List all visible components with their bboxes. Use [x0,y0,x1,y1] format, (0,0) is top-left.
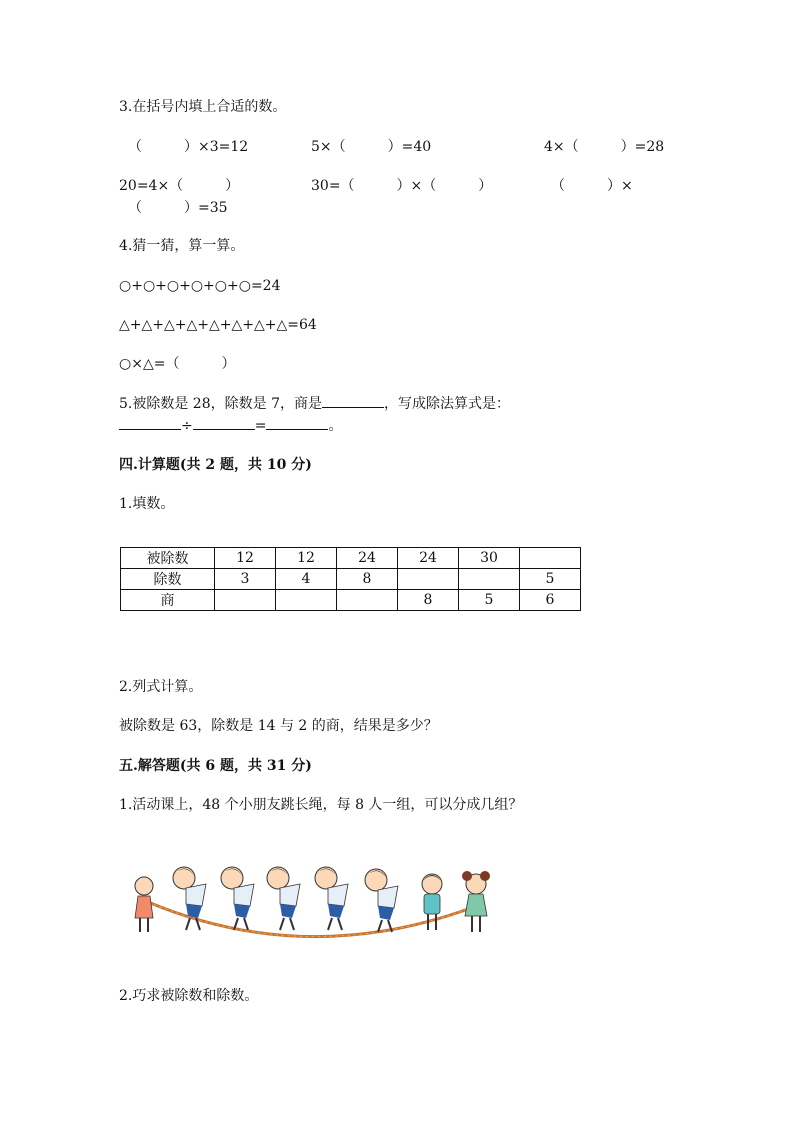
answer-blank-divisor[interactable] [193,417,255,430]
boy-5-figure [365,869,398,932]
table-cell: 24 [398,548,459,569]
q4-product-question: ○×△=（ ） [119,356,236,372]
table-row-divisor [121,569,581,590]
q3-item-4: 20=4×（ ） [119,178,240,194]
q5-text-b: ，写成除法算式是： [383,396,510,412]
girl-left-figure [135,877,153,933]
table-cell: 4 [276,569,337,590]
q3-title: 3.在括号内填上合适的数。 [119,99,287,115]
ans1-text: 1.活动课上，48 个小朋友跳长绳，每 8 人一组，可以分成几组？ [119,797,523,813]
q4-triangle-equation: △+△+△+△+△+△+△+△=64 [119,317,317,333]
q3-item-6b: （ ）=35 [128,200,228,216]
girl-right-figure [462,871,490,932]
table-row-quotient [121,590,581,611]
jump-rope-illustration [126,858,498,942]
table-cell: 8 [337,569,398,590]
table-cell-blank[interactable] [215,590,276,611]
answer-blank-result[interactable] [266,417,328,430]
q3-item-6a: （ ）× [551,178,633,194]
q4-title: 4.猜一猜，算一算。 [119,238,245,254]
boy-4-figure [315,867,348,930]
equals-sign: = [254,418,267,434]
boy-3-figure [267,867,300,930]
calc1-title: 1.填数。 [119,496,175,512]
boy-2-figure [221,867,254,930]
table-cell: 30 [459,548,520,569]
table-cell: 6 [520,590,581,611]
q5-line-1 [119,395,510,413]
table-header-cell: 商 [121,590,215,611]
table-cell: 5 [459,590,520,611]
calc2-title: 2.列式计算。 [119,679,203,695]
ans2-text: 2.巧求被除数和除数。 [119,988,259,1004]
section-5-heading: 五.解答题(共 6 题，共 31 分) [119,758,312,774]
answer-blank-dividend[interactable] [119,417,181,430]
table-cell-blank[interactable] [520,548,581,569]
answer-blank-quotient[interactable] [322,395,384,408]
q5-line-2 [119,417,342,435]
q3-item-2: 5×（ ）=40 [311,139,432,155]
table-cell-blank[interactable] [398,569,459,590]
table-cell: 5 [520,569,581,590]
q4-circle-equation: ○+○+○+○+○+○=24 [119,278,281,294]
q3-item-1: （ ）×3=12 [128,139,249,155]
division-sign: ÷ [181,418,193,434]
q5-end: 。 [328,418,343,434]
table-cell: 8 [398,590,459,611]
table-cell-blank[interactable] [459,569,520,590]
table-row-dividend [121,548,581,569]
division-table [120,547,581,611]
q5-text-a: 5.被除数是 28，除数是 7，商是 [119,396,322,412]
calc2-text: 被除数是 63，除数是 14 与 2 的商，结果是多少？ [119,718,438,734]
table-cell-blank[interactable] [337,590,398,611]
section-4-heading: 四.计算题(共 2 题，共 10 分) [119,457,312,473]
table-cell: 24 [337,548,398,569]
table-header-cell: 被除数 [121,548,215,569]
table-cell-blank[interactable] [276,590,337,611]
table-cell: 12 [276,548,337,569]
table-cell: 3 [215,569,276,590]
q3-item-5: 30=（ ）×（ ） [311,178,493,194]
table-header-cell: 除数 [121,569,215,590]
table-cell: 12 [215,548,276,569]
q3-item-3: 4×（ ）=28 [544,139,665,155]
